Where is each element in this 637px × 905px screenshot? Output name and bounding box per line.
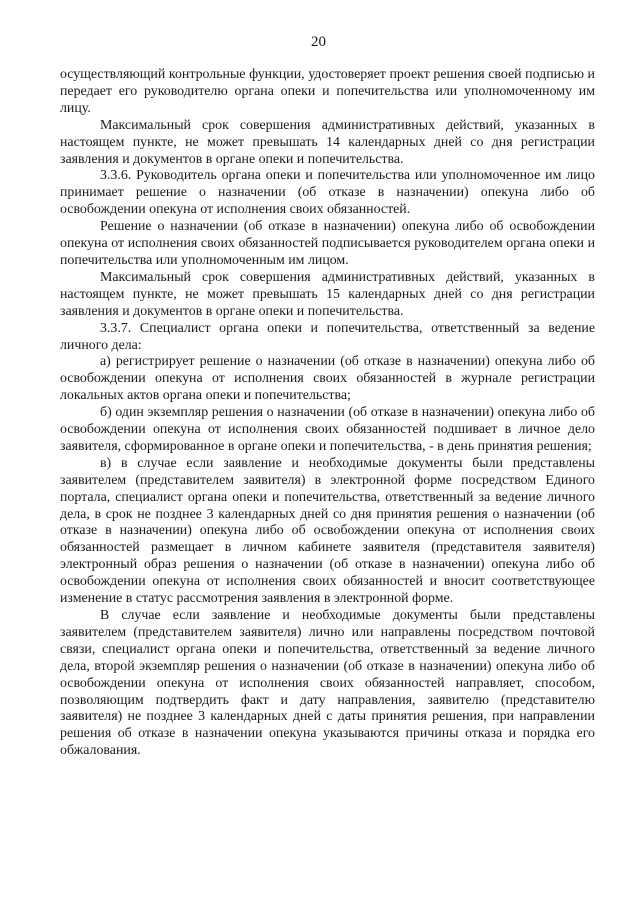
paragraph-decision-signing: Решение о назначении (об отказе в назначении) опекуна либо об освобождении опекуна от исполнения своих обязанностей подписывается руководителем органа опеки и попечительства или уполномоченным им лицом. bbox=[60, 219, 595, 268]
paragraph-item-v: в) в случае если заявление и необходимые документы были представлены заявителем (представителем заявителя) в электронной форме посредством Единого портала, специалист органа опеки и попечительства, ответственный за ведение личного дела, в срок не позднее 3 календарных дней со дня принятия решения о назначении (об отказе в назначении) опекуна либо об освобождении опекуна от исполнения своих обязанностей размещает в личном кабинете заявителя (представителя заявителя) электронный образ решения о назначении (об отказе в назначении) опекуна либо об освобождении опекуна от исполнения своих обязанностей и вносит соответствующее изменение в статус рассмотрения заявления в электронной форме. bbox=[60, 455, 595, 607]
paragraph-3-3-6: 3.3.6. Руководитель органа опеки и попечительства или уполномоченное им лицо принимает решение о назначении (об отказе в назначении) опекуна либо об освобождении опекуна от исполнения своих обязанностей. bbox=[60, 168, 595, 218]
paragraph-item-b: б) один экземпляр решения о назначении (об отказе в назначении) опекуна либо об освобождении опекуна от исполнения своих обязанностей подшивает в личное дело заявителя, сформированное в органе опеки и попечительства, - в день принятия решения; bbox=[60, 405, 595, 454]
paragraph-postal-delivery: В случае если заявление и необходимые документы были представлены заявителем (представителем заявителя) лично или направлены посредством почтовой связи, специалист органа опеки и попечительства, ответственный за ведение личного дела, второй экземпляр решения о назначении (об отказе в назначении) опекуна либо об освобождении опекуна от исполнения своих обязанностей направляет, способом, позволяющим подтвердить факт и дату направления, заявителю (представителю заявителя) не позднее 3 календарных дней с даты принятия решения, при направлении решения об отказе в назначении опекуна указываются причины отказа и порядка его обжалования. bbox=[60, 608, 595, 759]
paragraph-item-a: а) регистрирует решение о назначении (об отказе в назначении) опекуна либо об освобождении опекуна от исполнения своих обязанностей в журнале регистрации локальных актов органа опеки и попечительства; bbox=[60, 354, 595, 404]
paragraph-deadline-14-days: Максимальный срок совершения административных действий, указанных в настоящем пункте, не может превышать 14 календарных дней со дня регистрации заявления и документов в органе опеки и попечительства. bbox=[60, 117, 595, 167]
paragraph-3-3-7: 3.3.7. Специалист органа опеки и попечительства, ответственный за ведение личного дела: bbox=[60, 320, 595, 353]
page-number: 20 bbox=[311, 34, 326, 50]
document-body bbox=[60, 67, 595, 760]
paragraph-continuation: осуществляющий контрольные функции, удостоверяет проект решения своей подписью и передает его руководителю органа опеки и попечительства или уполномоченному им лицу. bbox=[60, 67, 595, 116]
paragraph-deadline-15-days: Максимальный срок совершения административных действий, указанных в настоящем пункте, не может превышать 15 календарных дней со дня регистрации заявления и документов в органе опеки и попечительства. bbox=[60, 269, 595, 319]
